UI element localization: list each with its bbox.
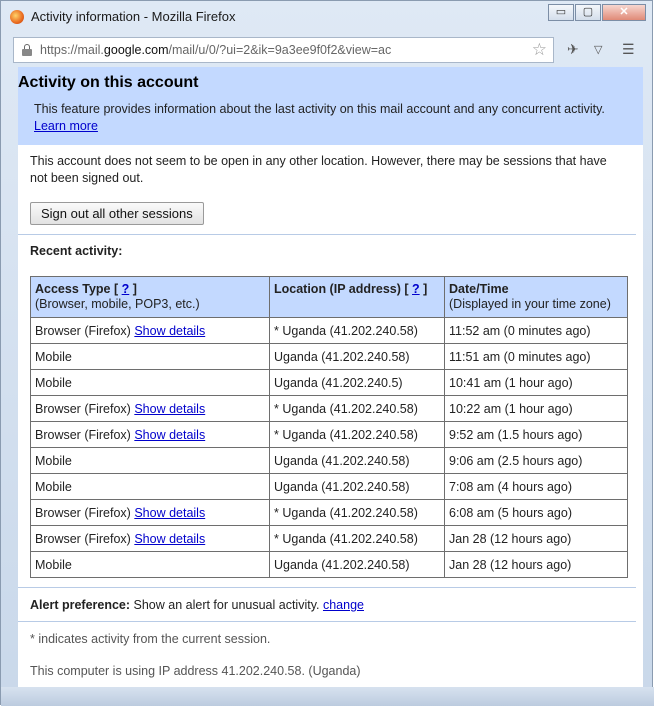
access-type-cell [31, 344, 270, 370]
minimize-button[interactable]: ▭ [548, 4, 574, 21]
maximize-button[interactable]: ▢ [575, 4, 601, 21]
datetime-cell: Jan 28 (12 hours ago) [445, 552, 628, 578]
session-status-text: This account does not seem to be open in any other location. However, there may be sessions that have not been signed out. [30, 154, 607, 185]
bookmark-star-icon[interactable]: ☆ [531, 40, 547, 59]
sign-out-sessions-button[interactable]: Sign out all other sessions [30, 202, 204, 225]
table-row [31, 474, 628, 500]
header-description: This feature provides information about the last activity on this mail account and any concurrent activity. Learn more [34, 102, 605, 133]
table-row [31, 370, 628, 396]
access-type-text: Browser (Firefox) [35, 505, 131, 520]
location-cell: * Uganda (41.202.240.58) [270, 396, 445, 422]
access-type-text: Mobile [35, 557, 72, 572]
datetime-cell: 9:52 am (1.5 hours ago) [445, 422, 628, 448]
learn-more-link[interactable]: Learn more [34, 119, 98, 133]
url-text[interactable]: https://mail.google.com/mail/u/0/?ui=2&ik=9a3ee9f0f2&view=ac [40, 43, 392, 57]
location-cell: Uganda (41.202.240.5) [270, 370, 445, 396]
access-type-header: Access Type [ ? ] (Browser, mobile, POP3, etc.) [31, 277, 270, 318]
title-bar[interactable] [1, 1, 652, 33]
access-type-text: Browser (Firefox) [35, 531, 131, 546]
alert-preference: Alert preference: Show an alert for unusual activity. change [30, 598, 364, 612]
access-type-cell [31, 370, 270, 396]
activity-page [18, 67, 643, 689]
lock-icon [22, 44, 32, 56]
datetime-cell: 10:22 am (1 hour ago) [445, 396, 628, 422]
table-row [31, 500, 628, 526]
window-bottom-frame [1, 687, 654, 706]
access-type-text: Browser (Firefox) [35, 323, 131, 338]
info-header [18, 67, 643, 145]
location-cell: Uganda (41.202.240.58) [270, 474, 445, 500]
divider [18, 234, 636, 235]
access-type-cell [31, 448, 270, 474]
divider [18, 587, 636, 588]
show-details-link[interactable]: Show details [134, 427, 206, 442]
table-row [31, 448, 628, 474]
page-title: Activity on this account [18, 74, 199, 91]
datetime-cell: Jan 28 (12 hours ago) [445, 526, 628, 552]
access-type-help-link[interactable]: ? [121, 282, 130, 296]
layers-icon[interactable]: ☰ [622, 41, 635, 57]
access-type-cell [31, 526, 270, 552]
datetime-cell: 11:51 am (0 minutes ago) [445, 344, 628, 370]
access-type-text: Browser (Firefox) [35, 427, 131, 442]
close-button[interactable]: ✕ [602, 4, 646, 21]
datetime-cell: 7:08 am (4 hours ago) [445, 474, 628, 500]
datetime-cell: 10:41 am (1 hour ago) [445, 370, 628, 396]
address-bar[interactable] [13, 37, 554, 63]
firefox-logo-icon [10, 10, 24, 24]
location-cell: * Uganda (41.202.240.58) [270, 318, 445, 344]
show-details-link[interactable]: Show details [134, 323, 206, 338]
table-row [31, 318, 628, 344]
access-type-cell [31, 396, 270, 422]
location-cell: Uganda (41.202.240.58) [270, 552, 445, 578]
recent-activity-label: Recent activity: [30, 244, 123, 258]
access-type-cell [31, 552, 270, 578]
access-type-text: Mobile [35, 375, 72, 390]
access-type-text: Mobile [35, 479, 72, 494]
show-details-link[interactable]: Show details [134, 531, 206, 546]
current-session-note: * indicates activity from the current session. [30, 632, 271, 646]
addon-icon[interactable]: ✈ [567, 41, 579, 57]
access-type-text: Browser (Firefox) [35, 401, 131, 416]
table-row [31, 526, 628, 552]
location-cell: * Uganda (41.202.240.58) [270, 422, 445, 448]
change-alert-link[interactable]: change [322, 598, 364, 612]
location-cell: * Uganda (41.202.240.58) [270, 526, 445, 552]
table-row [31, 344, 628, 370]
location-cell: * Uganda (41.202.240.58) [270, 500, 445, 526]
location-header: Location (IP address) [ ? ] [270, 277, 445, 318]
location-cell: Uganda (41.202.240.58) [270, 344, 445, 370]
access-type-text: Mobile [35, 349, 72, 364]
show-details-link[interactable]: Show details [134, 401, 206, 416]
table-row [31, 396, 628, 422]
divider [18, 621, 636, 622]
table-header-row [31, 277, 628, 318]
datetime-cell: 6:08 am (5 hours ago) [445, 500, 628, 526]
location-help-link[interactable]: ? [412, 282, 420, 296]
access-type-cell [31, 422, 270, 448]
access-type-cell [31, 474, 270, 500]
window-title: Activity information - Mozilla Firefox [31, 9, 236, 24]
location-cell: Uganda (41.202.240.58) [270, 448, 445, 474]
show-details-link[interactable]: Show details [134, 505, 206, 520]
activity-table [30, 276, 628, 578]
datetime-cell: 11:52 am (0 minutes ago) [445, 318, 628, 344]
chevron-down-icon[interactable]: ▽ [594, 44, 603, 56]
access-type-text: Mobile [35, 453, 72, 468]
datetime-header: Date/Time (Displayed in your time zone) [445, 277, 628, 318]
access-type-cell [31, 500, 270, 526]
ip-address-line: This computer is using IP address 41.202.240.58. (Uganda) [30, 664, 361, 678]
access-type-cell [31, 318, 270, 344]
table-row [31, 552, 628, 578]
table-row [31, 422, 628, 448]
datetime-cell: 9:06 am (2.5 hours ago) [445, 448, 628, 474]
